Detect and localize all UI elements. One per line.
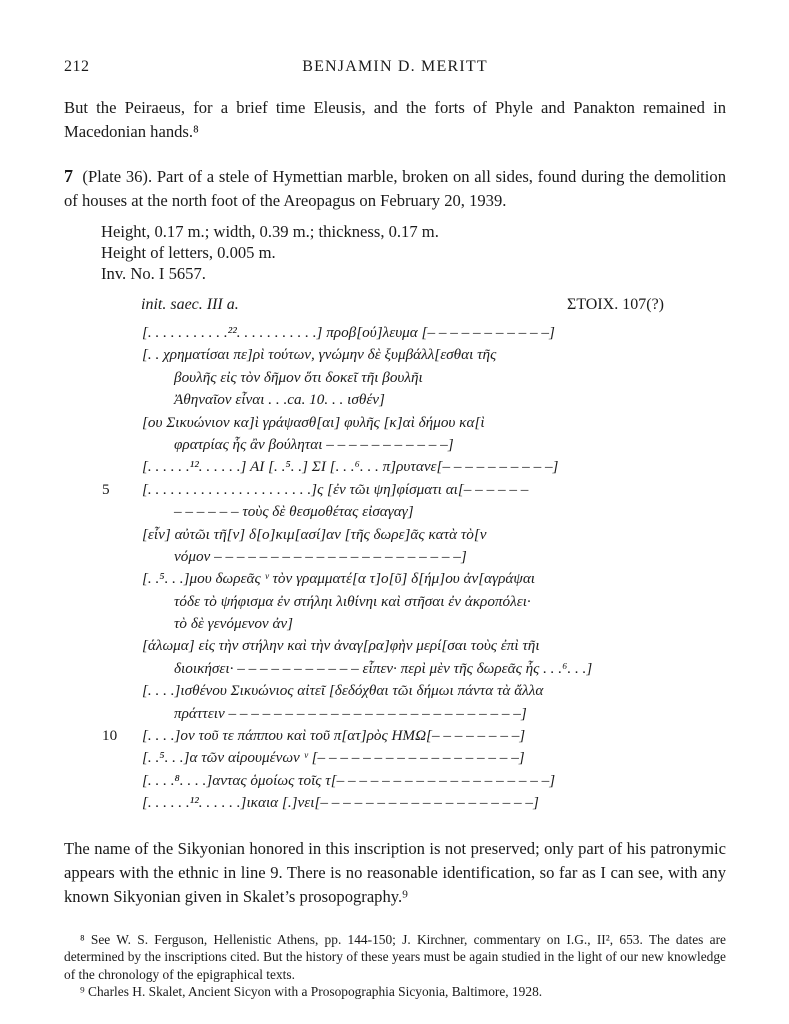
inscription-line-text: φρατρίας ἧς ἂν βούληται – – – – – – – – – – –] <box>174 435 454 453</box>
inscription-line <box>64 456 726 478</box>
inscription-line-number: 10 <box>102 727 118 745</box>
dimension-line: Inv. No. I 5657. <box>101 264 206 283</box>
inscription-line-text: [. . . .]ισθένου Σικυώνιος αἰτεῖ [δεδόχθαι τῶι δήμωι πάντα τὰ ἄλλα <box>142 682 544 700</box>
inscription-line <box>64 322 726 344</box>
inscription-line <box>64 434 726 456</box>
inscription-line <box>64 546 726 568</box>
inscription-line <box>64 658 726 680</box>
inscription-line-number: 5 <box>102 480 110 498</box>
inscription-line <box>64 703 726 725</box>
inscription-line-text: [. .⁵. . .]α τῶν αἱρουμένων ᵛ [– – – – – – – – – – – – – – – – – –] <box>142 749 525 767</box>
inscription-line <box>64 501 726 523</box>
inscription-line-text: [. .⁵. . .]μου δωρεᾶς ᵛ τὸν γραμματέ[α τ]ο[ῦ] δ[ήμ]ου ἀν[αγράψαι <box>142 570 536 588</box>
inscription-line-text: Ἀθηναῖον εἶναι . . .ca. 10. . . ισθέν] <box>174 391 385 409</box>
inscription-line-text: τόδε τὸ ψήφισμα ἐν στήληι λιθίνηι καὶ στῆσαι ἐν ἀκροπόλει· <box>174 592 531 610</box>
running-head <box>64 58 726 82</box>
inscription-line <box>64 389 726 411</box>
inscription-line-text: βουλῆς εἰς τὸν δῆμον ὅτι δοκεῖ τῆι βουλῆι <box>174 368 423 386</box>
inscription-line <box>64 747 726 769</box>
commentary-paragraph: The name of the Sikyonian honored in this inscription is not preserved; only part of his patronymic appears with the ethnic in line 9. There is no reasonable identification, so far as I can see, with any known Sikyonian given in Skalet’s prosopography.⁹ <box>64 838 726 906</box>
footnotes <box>64 931 726 1001</box>
inscription-line-text: [. . . . . . . . . . . . . . . . . . . . . .]ς [ἐν τῶι ψη]φίσματι αι[– – – – – – <box>142 480 529 498</box>
intro-paragraph: But the Peiraeus, for a brief time Eleusis, and the forts of Phyle and Panakton remained in Macedonian hands.⁸ <box>64 98 726 141</box>
inscription-date: init. saec. III a. <box>141 296 239 313</box>
inscription-line-text: [. . . .⁸. . . .]αντας ὁμοίως τοῖς τ[– – – – – – – – – – – – – – – – – – –] <box>142 771 556 789</box>
running-head-author: BENJAMIN D. MERITT <box>302 58 488 75</box>
inscription-stoichedon: ΣΤΟΙΧ. 107(?) <box>567 296 664 313</box>
inscription-line-text: [άλωμα] εἰς τὴν στήλην καὶ τὴν ἀναγ[ρα]φὴν μερί[σαι τοὺς ἐπὶ τῆι <box>142 637 540 655</box>
inscription-line-text: [. . . .]ον τοῦ τε πάππου καὶ τοῦ π[ατ]ρὸς ΗΜΩ[– – – – – – – –] <box>142 727 526 745</box>
inscription-line <box>64 367 726 389</box>
page <box>64 58 726 1001</box>
inscription-line-text: [ου Σικυώνιον κα]ὶ γράψασθ[αι] φυλῆς [κ]αὶ δήμου κα[ὶ <box>142 413 485 431</box>
inscription-line <box>64 725 726 747</box>
inscription-line-text: [. . . . . .¹². . . . . .] ΑΙ [. .⁵. .] ΣΙ [. . .⁶. . . π]ρυτανε[– – – – – – – – – –] <box>142 458 559 476</box>
inscription-heading <box>64 296 726 318</box>
inscription-line <box>64 524 726 546</box>
inscription-line <box>64 344 726 366</box>
inscription-line-text: [. . . . . .¹². . . . . .]ικαια [.]νει[– – – – – – – – – – – – – – – – – – –] <box>142 794 539 812</box>
inscription-line-text: τὸ δὲ γενόμενον ἀν] <box>174 615 294 633</box>
inscription-line-text: διοικήσει· – – – – – – – – – – – εἶπεν· περὶ μὲν τῆς δωρεᾶς ἧς . . .⁶. . .] <box>174 659 593 677</box>
inscription-line <box>64 680 726 702</box>
inscription-line-text: νόμον – – – – – – – – – – – – – – – – – – – – – –] <box>174 547 467 565</box>
inscription-line <box>64 568 726 590</box>
inscription-line <box>64 479 726 501</box>
inscription-text <box>64 322 726 815</box>
inscription-line <box>64 635 726 657</box>
inscription-line <box>64 613 726 635</box>
inscription-line-text: [εἶν] αὐτῶι τῆ[ν] δ[ο]κιμ[ασί]αν [τῆς δωρε]ᾶς κατὰ τὸ[ν <box>142 525 487 543</box>
footnote-8: ⁸ See W. S. Ferguson, Hellenistic Athens, pp. 144-150; J. Kirchner, commentary on I.G., II², 653. The dates are determined by the inscriptions cited. But the history of these years must be again studied in the light of our new knowledge of the chronology of the epigraphical texts. <box>64 931 726 982</box>
inscription-line-text: – – – – – – τοὺς δὲ θεσμοθέτας εἰσαγαγ] <box>174 503 414 521</box>
inscription-line-text: [. . . . . . . . . . .²². . . . . . . . . . .] προβ[ού]λευμα [– – – – – – – – – – –] <box>142 324 555 341</box>
page-number: 212 <box>64 58 90 75</box>
entry-description: (Plate 36). Part of a stele of Hymettian marble, broken on all sides, found during the demolition of houses at the north foot of the Areopagus on February 20, 1939. <box>64 167 726 210</box>
entry-number: 7 <box>64 166 73 186</box>
dimensions-block <box>101 221 726 284</box>
dimension-line: Height, 0.17 m.; width, 0.39 m.; thickness, 0.17 m. <box>101 222 439 241</box>
inscription-line <box>64 412 726 434</box>
inscription-line <box>64 591 726 613</box>
inscription-line-text: [. . χρηματίσαι πε]ρὶ τούτων, γνώμην δὲ ξυμβάλλ[εσθαι τῆς <box>142 346 497 364</box>
inscription-line-text: πράττειν – – – – – – – – – – – – – – – – – – – – – – – – – –] <box>174 704 527 722</box>
entry-paragraph <box>64 164 726 213</box>
inscription-line <box>64 792 726 814</box>
dimension-line: Height of letters, 0.005 m. <box>101 243 276 262</box>
footnote-9: ⁹ Charles H. Skalet, Ancient Sicyon with a Prosopographia Sicyonia, Baltimore, 1928. <box>80 984 543 1000</box>
inscription-line <box>64 770 726 792</box>
